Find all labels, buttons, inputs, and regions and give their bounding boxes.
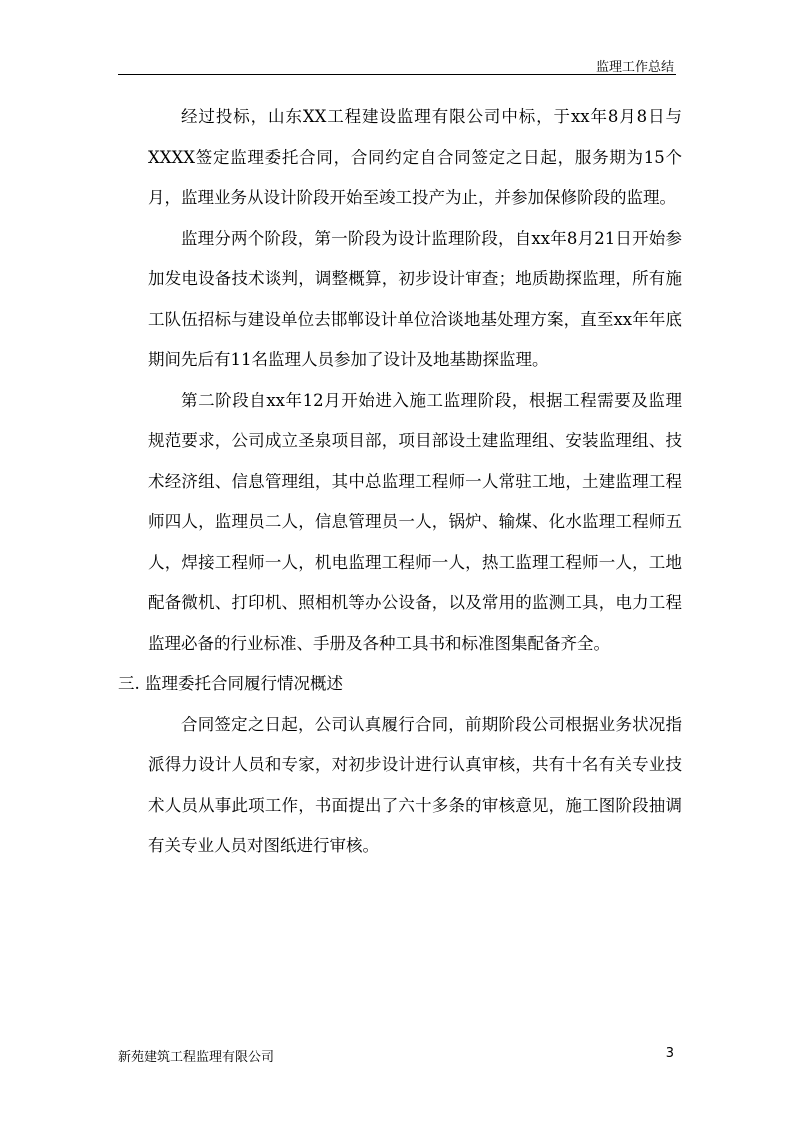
page-number: 3 bbox=[665, 1046, 674, 1061]
footer-company-name: 新苑建筑工程监理有限公司 bbox=[118, 1050, 275, 1065]
paragraph-bidding: 经过投标，山东XX工程建设监理有限公司中标，于xx年8月8日与XXXX签定监理委托合同，合同约定自合同签定之日起，服务期为15个月，监理业务从设计阶段开始至竣工投产为止，并参加保修阶段的监理。 bbox=[148, 107, 682, 207]
paragraph-construction-stage: 第二阶段自xx年12月开始进入施工监理阶段，根据工程需要及监理规范要求，公司成立圣泉项目部，项目部设土建监理组、安装监理组、技术经济组、信息管理组，其中总监理工程师一人常驻工地，土建监理工程师四人，监理员二人，信息管理员一人，锅炉、输煤、化水监理工程师五人，焊接工程师一人，机电监理工程师一人，热工监理工程师一人，工地配备微机、打印机、照相机等办公设备，以及常用的监测工具，电力工程监理必备的行业标准、手册及各种工具书和标准图集配备齐全。 bbox=[148, 390, 682, 653]
paragraph-contract-performance: 合同签定之日起，公司认真履行合同，前期阶段公司根据业务状况指派得力设计人员和专家，对初步设计进行认真审核，共有十名有关专业技术人员从事此项工作，书面提出了六十多条的审核意见，施工图阶段抽调有关专业人员对图纸进行审核。 bbox=[148, 714, 682, 855]
paragraph-design-stage: 监理分两个阶段，第一阶段为设计监理阶段，自xx年8月21日开始参加发电设备技术谈判，调整概算，初步设计审查；地质勘探监理，所有施工队伍招标与建设单位去邯郸设计单位洽谈地基处理方案，直至xx年年底期间先后有11名监理人员参加了设计及地基勘探监理。 bbox=[148, 228, 682, 369]
section-heading: 三. 监理委托合同履行情况概述 bbox=[118, 674, 343, 693]
header-title: 监理工作总结 bbox=[595, 60, 674, 75]
header-divider bbox=[118, 74, 676, 75]
document-body bbox=[118, 97, 682, 867]
